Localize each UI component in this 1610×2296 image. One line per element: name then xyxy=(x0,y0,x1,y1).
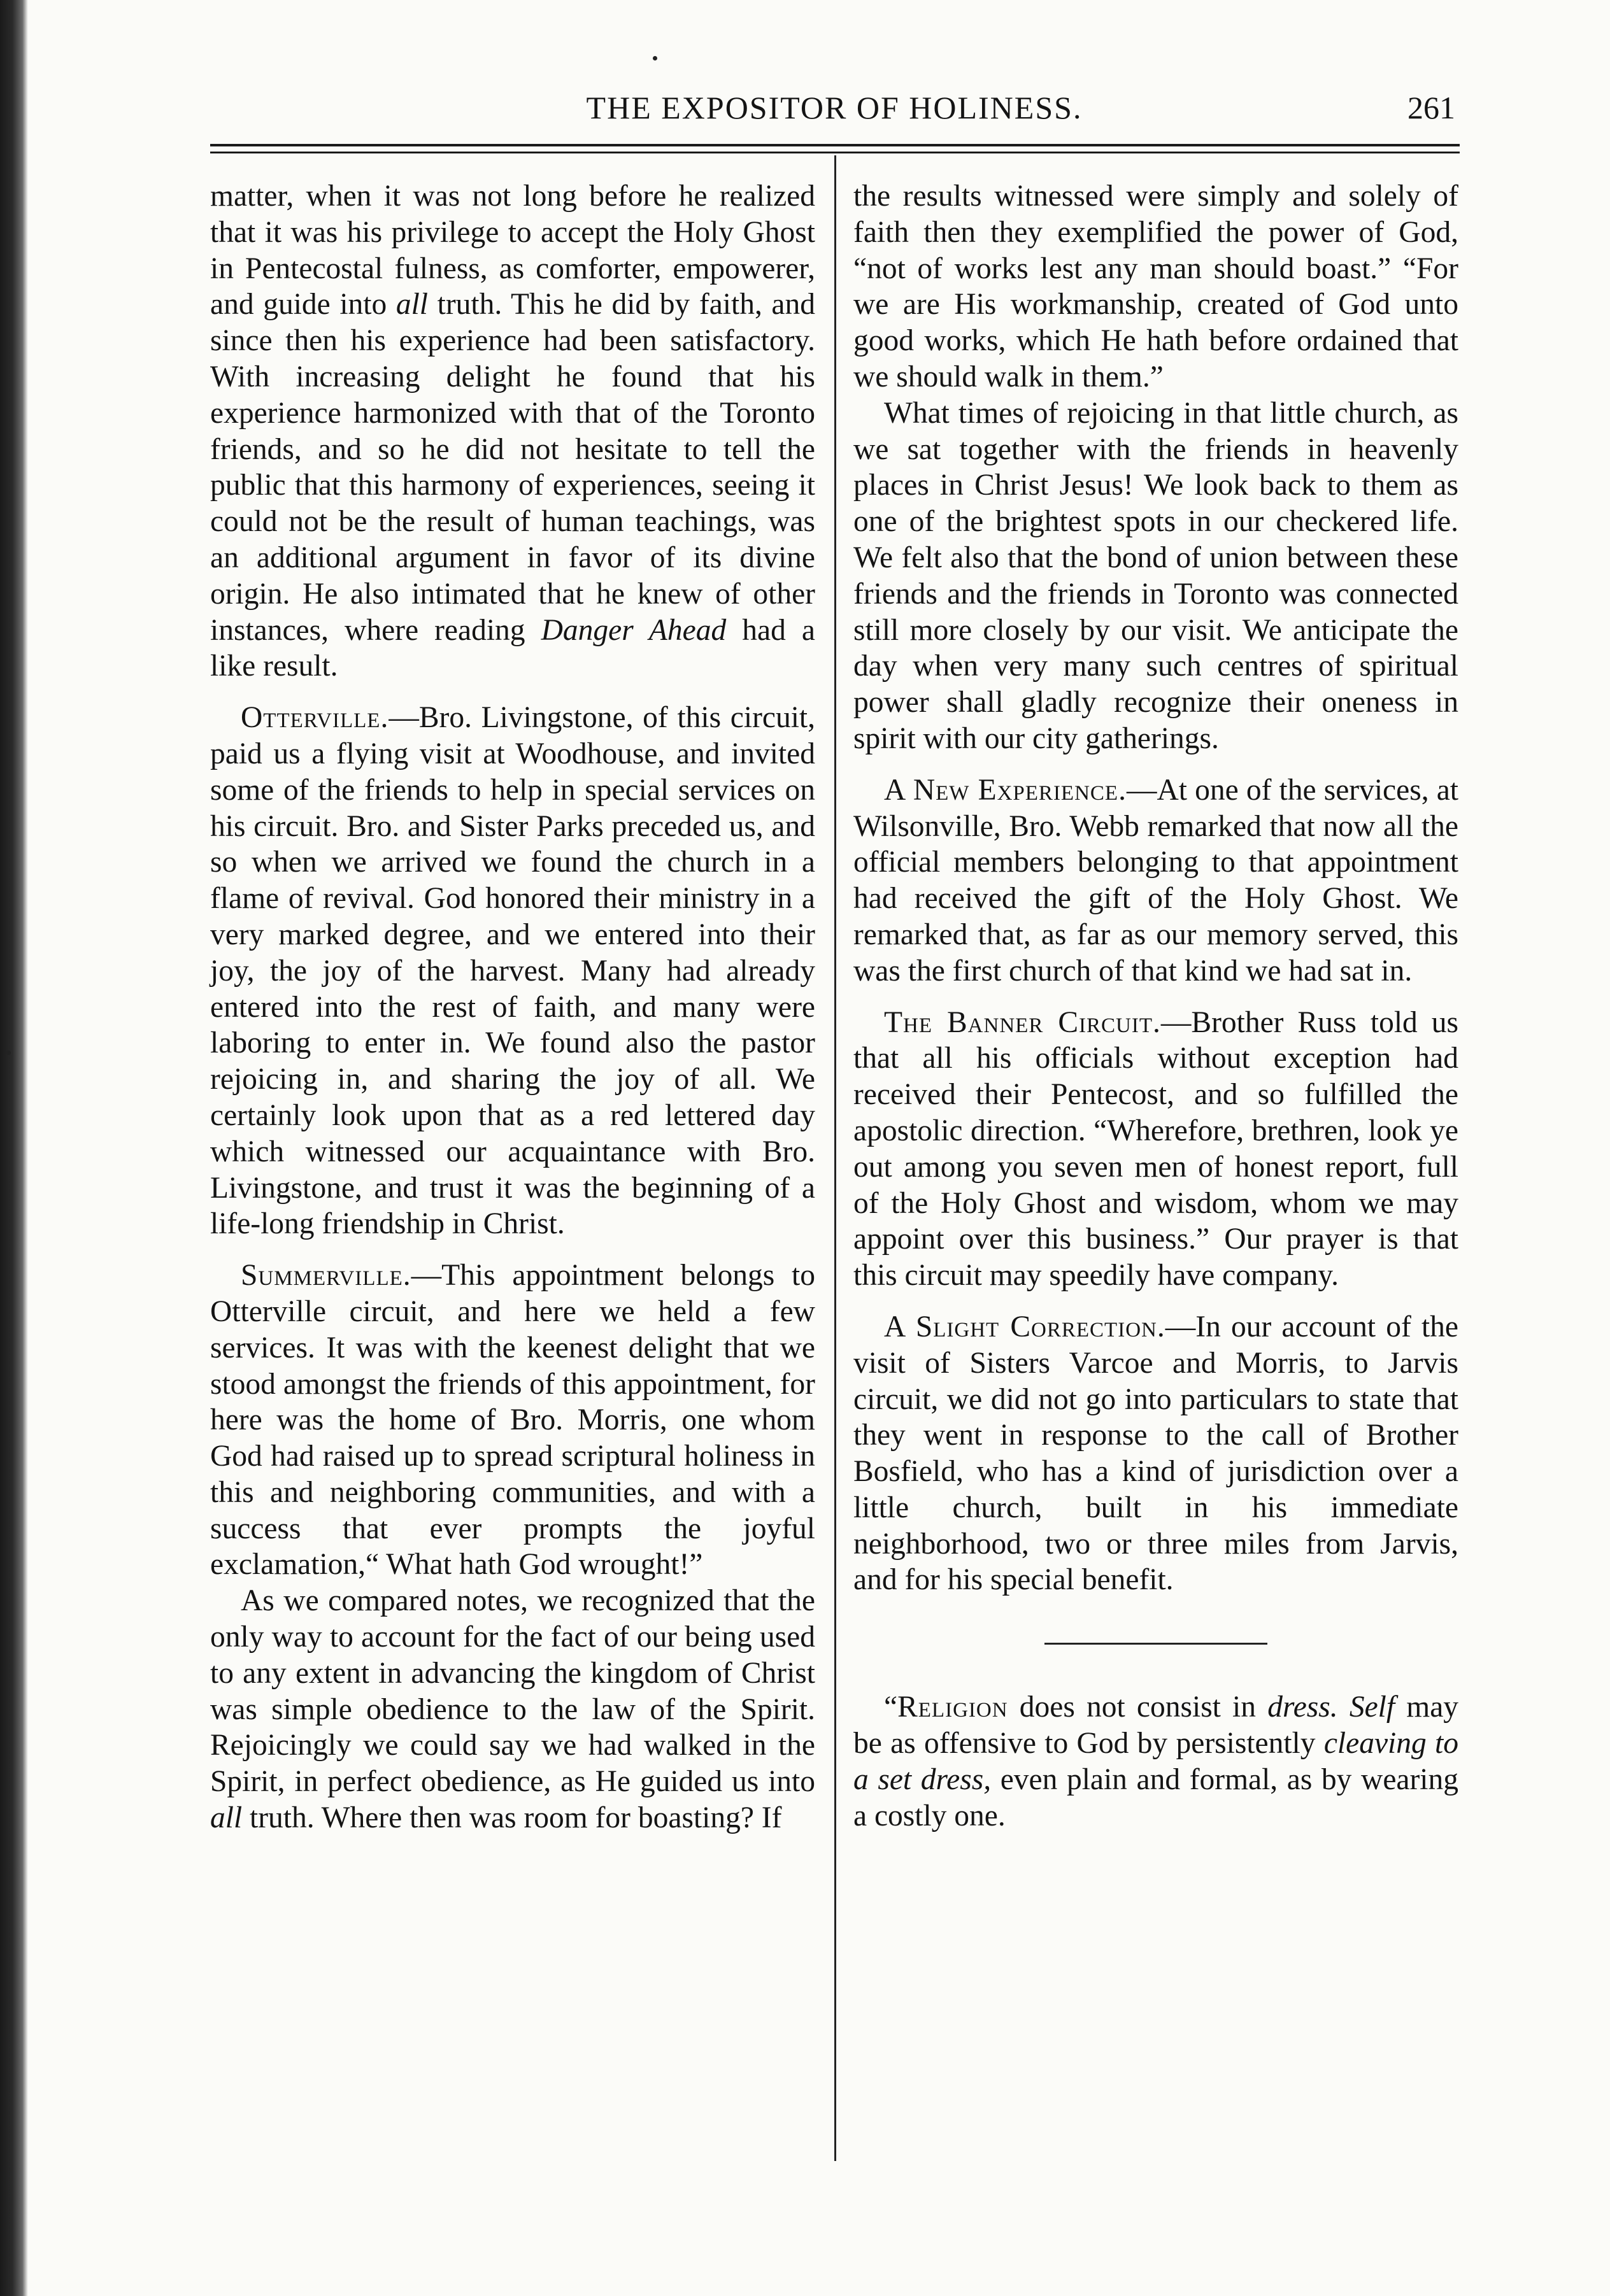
text: —This appointment belongs to Otterville circuit, and here we held a few services. It was with the keenest delight that we stood amongst the friends of this appointment, for here was the home of Bro. Morris, one whom God had raised up to spread scriptural holiness in this and neighboring communities, and with a success that ever prompts the joyful exclamation,“ What hath God wrought!” xyxy=(210,1259,815,1582)
print-speck xyxy=(6,1051,11,1055)
section-heading: Summerville. xyxy=(241,1259,411,1293)
paragraph-slight-correction xyxy=(853,1309,1458,1598)
text: had a like result. xyxy=(210,613,816,683)
text: —Brother Russ told us that all his officials without exception had received their Pentecost, and so fulfilled the apostolic direction. “Wherefore, brethren, look ye out among you seven men of honest report, full of the Holy Ghost and wisdom, whom we may appoint over this business.” Our prayer is that this circuit may speedily have company. xyxy=(853,1005,1458,1293)
print-speck xyxy=(653,56,657,60)
quote-mark: “ xyxy=(884,1690,898,1724)
text: —Bro. Livingstone, of this circuit, paid us a flying visit at Woodhouse, and invited some of the friends to help in special services on his circuit. Bro. and Sister Parks preceded us, and so when we arrived we found the church in a flame of revival. God honored their ministry in a very marked degree, and we entered into their joy, the joy of the harvest. Many had already entered into the rest of faith, and many were laboring to enter in. We found also the pastor rejoicing in, and sharing the joy of all. We certainly look upon that as a red lettered day which witnessed our acquaintance with Bro. Livingstone, and trust it was the beginning of a life-long friendship in Christ. xyxy=(210,701,815,1241)
text: As we compared notes, we recognized that the only way to account for the fact of our being used to any extent in advancing the kingdom of Christ was simple obedience to the law of the Spirit. Rejoicingly we could say we had walked in the Spirit, in perfect obedience, as He guided us into xyxy=(210,1584,815,1799)
text: may be as offensive to God by persistently xyxy=(853,1690,1459,1761)
section-heading: A New Experience. xyxy=(884,773,1127,807)
page-binding-edge xyxy=(0,0,28,2296)
text: truth. This he did by faith, and since then his experience had been satisfactory. With increasing delight he found that his experience harmonized with that of the Toronto friends, and so he did not hesitate to tell the public that this harmony of experiences, seeing it could not be the result of human teachings, was an additional argument in favor of its divine origin. He also intimated that he knew of other instances, where reading xyxy=(210,288,816,647)
paragraph-otterville xyxy=(210,700,815,1242)
italic-text: Danger Ahead xyxy=(541,613,727,647)
column-divider xyxy=(834,155,836,2161)
header-rule-top xyxy=(210,144,1460,146)
text: matter, when it was not long before he realized that it was his privilege to accept the Holy Ghost in Pentecostal fulness, as comforter, empowerer, and guide into xyxy=(210,180,815,322)
italic-text: all xyxy=(395,288,429,322)
right-column xyxy=(853,178,1458,1834)
paragraph-summerville xyxy=(210,1258,815,1583)
separator-rule xyxy=(1044,1643,1267,1645)
text: even plain and formal, as by wearing a costly one. xyxy=(853,1762,1459,1832)
left-column xyxy=(210,178,815,1836)
text: —At one of the services, at Wilsonville, Bro. Webb remarked that now all the official members belonging to that appointment had received the gift of the Holy Ghost. We remarked that, as far as our memory served, this was the first church of that kind we had sat in. xyxy=(853,773,1458,988)
text: does not consist in xyxy=(1019,1690,1257,1724)
text: truth. Where then was room for boasting? If xyxy=(250,1801,782,1835)
section-heading: The Banner Circuit. xyxy=(884,1005,1161,1039)
section-heading: Otterville. xyxy=(241,701,389,735)
paragraph xyxy=(210,178,815,684)
paragraph xyxy=(210,1583,815,1836)
paragraph: the results witnessed were simply and solely of faith then they exemplified the power of God, “not of works lest any man should boast.” “For we are His workmanship, created of God unto good works, which He hath before ordained that we should walk in them.” xyxy=(853,180,1458,393)
italic-text: dress. xyxy=(1267,1690,1338,1724)
paragraph-new-experience xyxy=(853,772,1458,989)
running-header xyxy=(213,89,1455,140)
text: —In our account of the visit of Sisters Varcoe and Morris, to Jarvis circuit, we did not go into particulars to state that they went in response to the call of Brother Bosfield, who has a kind of jurisdiction over a little church, built in his immediate neighborhood, two or three miles from Jarvis, and for his special benefit. xyxy=(853,1310,1458,1597)
italic-text: cleaving to a set dress, xyxy=(853,1727,1458,1796)
paragraph-religion-quote xyxy=(853,1689,1458,1834)
italic-text: Self xyxy=(1349,1690,1395,1724)
running-title: THE EXPOSITOR OF HOLINESS. xyxy=(586,90,1083,125)
italic-text: all xyxy=(210,1801,243,1835)
paragraph: What times of rejoicing in that little church, as we sat together with the friends in heavenly places in Christ Jesus! We look back to them as one of the brightest spots in our checkered life. We felt also that the bond of union between these friends and the friends in Toronto was connected still more closely by our visit. We anticipate the day when very many such centres of spiritual power shall gladly recognize their oneness in spirit with our city gatherings. xyxy=(853,396,1458,755)
paragraph-banner-circuit xyxy=(853,1005,1458,1294)
section-heading: A Slight Correction. xyxy=(884,1310,1165,1343)
section-heading: Religion xyxy=(897,1690,1008,1724)
header-rule-bottom xyxy=(210,152,1460,153)
page-number: 261 xyxy=(1407,90,1455,125)
